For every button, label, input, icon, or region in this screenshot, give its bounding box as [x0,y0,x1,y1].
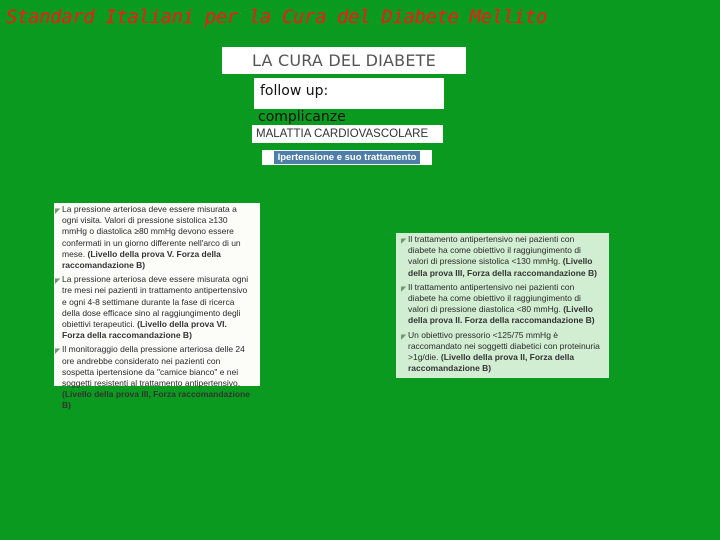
follow-up-label: follow up: [254,78,444,109]
bullet-icon: ◤ [55,348,61,356]
bullet-icon: ◤ [401,285,407,293]
recommendation-text: Il trattamento antipertensivo nei pazienti con diabete ha come obiettivo il raggiungimento di valori di pressione sistolica <130 mmHg. [408,234,581,267]
recommendation-item [401,329,601,375]
banner-la-cura-del-diabete: LA CURA DEL DIABETE [222,47,466,74]
recommendation-text: Un obiettivo pressorio <125/75 mmHg è raccomandato nei soggetti diabetici con proteinuria >1g/die. [408,329,600,363]
recommendation-item [55,274,250,341]
recommendation-item [401,281,601,327]
recommendations-left-panel [54,203,260,411]
recommendation-text: La pressione arteriosa deve essere misurata a ogni visita. Valori di pressione sistolica ≥130 mmHg o diastolica ≥80 mmHg devono essere confermati in un giorno differente nell'arco di un mese. [62,204,241,259]
recommendations-right-panel [396,233,609,378]
slide-title: Standard Italiani per la Cura del Diabete Mellito [6,6,547,28]
recommendation-text: Il monitoraggio della pressione arteriosa delle 24 ore andrebbe considerato nei pazienti con sospetta ipertensione da "camice bianco" e nei soggetti resistenti al trattamento antipertensivo. [62,344,245,389]
recommendation-text: Il trattamento antipertensivo nei pazienti con diabete ha come obiettivo il raggiungimento di valori di pressione diastolica <80 mmHg. [408,281,581,315]
complicanze-label: complicanze [258,109,346,125]
recommendation-level: (Livello della prova II, Forza della raccomandazione B) [408,352,575,374]
subsection-label: Ipertensione e suo trattamento [274,151,421,164]
bullet-icon: ◤ [55,208,61,215]
recommendation-level: (Livello della prova II. Forza della raccomandazione B) [408,304,595,326]
recommendation-item [401,234,601,279]
recommendation-item [55,344,250,411]
section-label: MALATTIA CARDIOVASCOLARE [252,125,443,143]
recommendation-level: (Livello della prova V. Forza della raccomandazione B) [62,248,221,271]
recommendation-level: (Livello della prova VI. Forza della raccomandazione B) [62,319,227,341]
recommendation-item [55,204,250,271]
bullet-icon: ◤ [401,333,407,341]
subsection-label-box [262,150,432,165]
bullet-icon: ◤ [401,238,407,245]
recommendation-level: (Livello della prova III, Forza raccomandazione B) [62,389,250,411]
recommendation-level: (Livello della prova III, Forza della raccomandazione B) [408,256,597,278]
recommendation-text: La pressione arteriosa deve essere misurata ogni tre mesi nei pazienti in trattamento antipertensivo e ogni 4-8 settimane durante la fase di ricerca della dose efficace sino al raggiungimento degli obiettivi terapeutici. [62,274,249,330]
bullet-icon: ◤ [55,278,61,286]
